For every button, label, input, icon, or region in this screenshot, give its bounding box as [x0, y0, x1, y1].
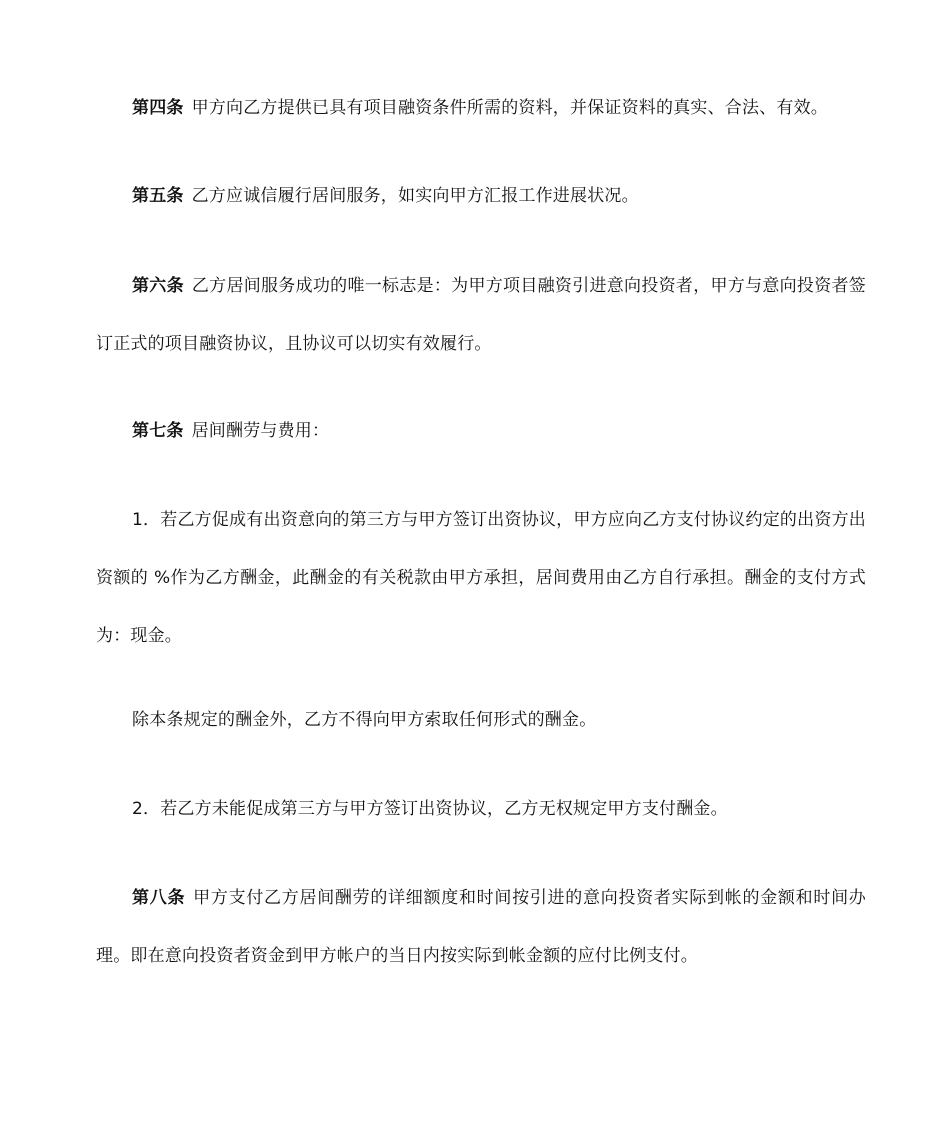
clause-4 [96, 79, 866, 137]
clause-6 [96, 257, 866, 373]
article-number: 第七条 [132, 421, 184, 441]
clause-7 [96, 402, 866, 460]
clause-text: 居间酬劳与费用： [191, 421, 330, 441]
clause-text: 1．若乙方促成有出资意向的第三方与甲方签订出资协议，甲方应向乙方支付协议约定的出资方出资额的 %作为乙方酬金，此酬金的有关税款由甲方承担，居间费用由乙方自行承担。酬金的支付方式为：现金。 [96, 510, 866, 646]
article-number: 第五条 [132, 186, 184, 206]
article-number: 第六条 [132, 276, 184, 296]
clause-text: 乙方应诚信履行居间服务，如实向甲方汇报工作进展状况。 [191, 186, 639, 206]
clause-7-item-1 [96, 491, 866, 665]
clause-8 [96, 869, 866, 985]
article-number: 第四条 [132, 98, 184, 118]
clause-text: 甲方支付乙方居间酬劳的详细额度和时间按引进的意向投资者实际到帐的金额和时间办理。即在意向投资者资金到甲方帐户的当日内按实际到帐金额的应付比例支付。 [96, 888, 866, 966]
clause-7-item-2 [96, 780, 866, 838]
article-number: 第八条 [132, 888, 186, 908]
clause-5 [96, 167, 866, 225]
clause-text: 乙方居间服务成功的唯一标志是：为甲方项目融资引进意向投资者，甲方与意向投资者签订正式的项目融资协议，且协议可以切实有效履行。 [96, 276, 866, 354]
clause-7-note [96, 691, 866, 749]
clause-text: 甲方向乙方提供已具有项目融资条件所需的资料，并保证资料的真实、合法、有效。 [191, 98, 829, 118]
clause-text: 除本条规定的酬金外，乙方不得向甲方索取任何形式的酬金。 [132, 710, 597, 730]
clause-text: 2．若乙方未能促成第三方与甲方签订出资协议，乙方无权规定甲方支付酬金。 [132, 799, 728, 819]
